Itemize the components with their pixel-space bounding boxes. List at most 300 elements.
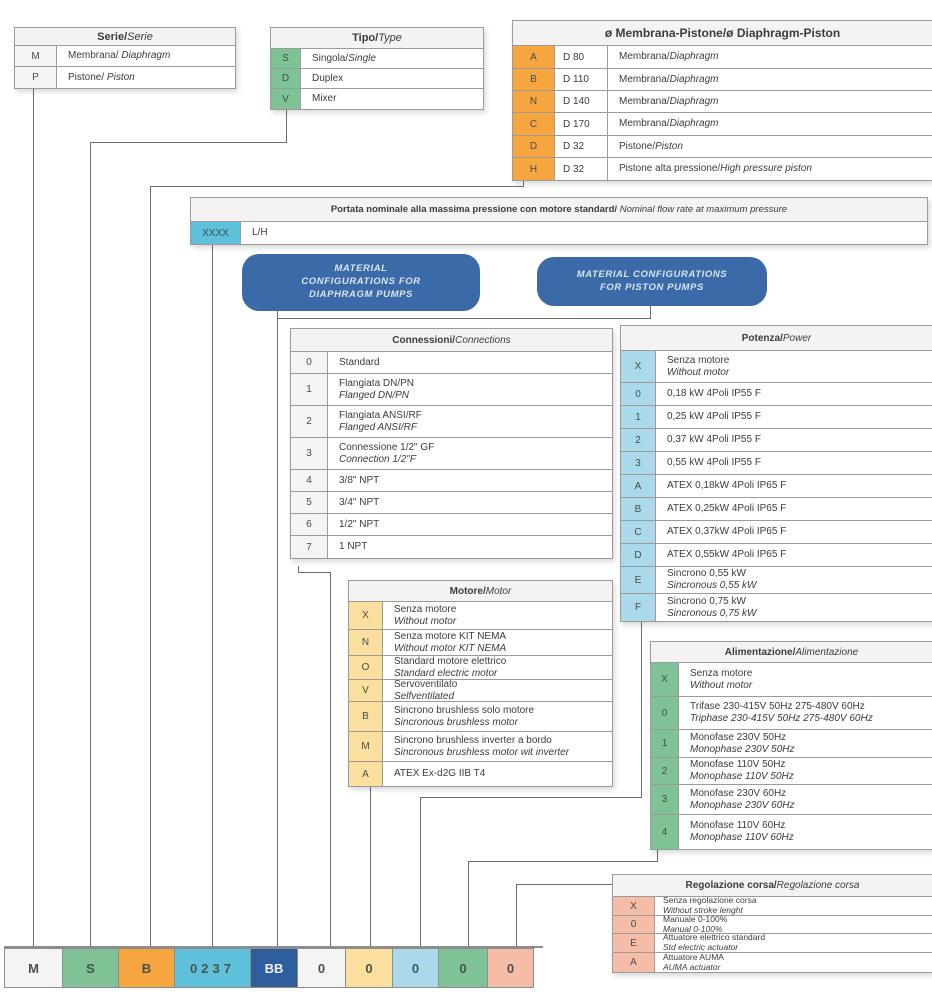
text-segment: Serie/ — [97, 30, 128, 43]
table-row — [191, 222, 927, 244]
key-cell: S — [271, 49, 301, 68]
text-segment: Trifase 230-415V 50Hz 275-480V 60Hz — [690, 701, 865, 713]
description-line — [667, 480, 932, 492]
table-row — [513, 69, 932, 91]
table-row — [291, 406, 612, 438]
table-row — [15, 67, 235, 88]
table-membrana — [512, 20, 932, 181]
description-line — [394, 768, 612, 780]
table-potenza — [620, 325, 932, 622]
table-row — [291, 352, 612, 374]
text-segment: Connessione 1/2" GF — [339, 441, 435, 453]
table-row — [271, 49, 483, 69]
description-line — [667, 434, 932, 446]
size-cell: D 32 — [555, 136, 608, 157]
description-line — [690, 713, 932, 725]
description-cell — [301, 49, 483, 68]
connector-line — [330, 572, 331, 948]
description-line — [690, 668, 932, 680]
key-cell: X — [651, 663, 679, 696]
text-segment: Regolazione corsa/ — [685, 880, 777, 891]
text-segment: Senza motore — [690, 667, 753, 679]
description-cell — [328, 406, 612, 437]
text-segment: Monophase 110V 60Hz — [690, 832, 794, 843]
description-line — [690, 744, 932, 756]
description-line — [394, 643, 612, 655]
description-line — [619, 163, 932, 175]
text-segment: 1/2" NPT — [339, 518, 380, 530]
description-line — [68, 72, 235, 84]
description-cell — [656, 351, 932, 382]
text-segment: 0,25 kW 4Poli IP55 F — [667, 411, 761, 423]
description-line — [690, 800, 932, 812]
description-line — [690, 680, 932, 692]
description-line — [339, 519, 612, 531]
code-segment: 0237 — [174, 948, 251, 988]
description-cell — [679, 730, 932, 757]
text-segment: Without stroke lenght — [663, 905, 743, 915]
description-cell — [656, 498, 932, 520]
text-segment: Flanged ANSI/RF — [339, 421, 417, 433]
material-config-box-line: CONFIGURATIONS FOR — [301, 276, 421, 288]
table-title — [15, 28, 235, 46]
text-segment: 0,37 kW 4Poli IP55 F — [667, 434, 761, 446]
description-cell — [608, 158, 932, 180]
description-line — [619, 96, 932, 108]
key-cell: M — [349, 732, 383, 761]
text-segment: Type — [378, 32, 402, 44]
table-row — [291, 374, 612, 406]
text-segment: Sincrono 0,75 kW — [667, 595, 746, 607]
table-row — [349, 702, 612, 732]
description-cell — [608, 69, 932, 90]
table-regolazione — [612, 874, 932, 973]
key-cell: 4 — [291, 470, 328, 491]
table-tipo — [270, 27, 484, 110]
text-segment: Pistone alta pressione/ — [619, 163, 721, 175]
code-segment: 0 — [297, 948, 346, 988]
table-row — [621, 406, 932, 429]
text-segment: Sincronous 0,75 kW — [667, 607, 757, 619]
text-segment: Serie — [127, 30, 153, 43]
description-cell — [383, 602, 612, 629]
connector-line — [277, 318, 278, 948]
description-line — [394, 616, 612, 628]
description-line — [667, 457, 932, 469]
material-config-box-line: MATERIAL — [334, 263, 388, 275]
size-cell: D 140 — [555, 91, 608, 112]
text-segment: 3/8" NPT — [339, 474, 380, 486]
text-segment: Membrana/ — [68, 50, 122, 62]
table-row — [651, 730, 932, 758]
text-segment: Motore/ — [449, 585, 486, 597]
description-cell — [383, 702, 612, 731]
table-motore — [348, 580, 613, 787]
text-segment: Without motor — [394, 615, 457, 627]
material-config-box-line: FOR PISTON PUMPS — [600, 281, 704, 293]
description-line — [394, 679, 612, 691]
table-row — [349, 656, 612, 680]
description-line — [667, 526, 932, 538]
description-cell — [328, 536, 612, 558]
description-line — [394, 747, 612, 759]
text-segment: Mixer — [312, 93, 337, 105]
description-cell — [679, 697, 932, 729]
table-row — [291, 438, 612, 470]
code-segment: 0 — [345, 948, 393, 988]
description-cell — [301, 89, 483, 109]
code-segment: 0 — [487, 948, 534, 988]
table-row — [291, 514, 612, 536]
text-segment: Single — [348, 52, 376, 64]
description-line — [339, 442, 612, 454]
description-line — [68, 50, 235, 62]
code-row — [4, 948, 534, 988]
key-cell: O — [349, 656, 383, 679]
key-cell: 3 — [621, 452, 656, 474]
key-cell: A — [621, 475, 656, 497]
text-segment: High pressure piston — [720, 163, 812, 175]
text-segment: 3/4" NPT — [339, 496, 380, 508]
table-row — [349, 732, 612, 762]
text-segment: Senza motore — [394, 603, 457, 615]
description-line — [339, 454, 612, 466]
description-cell — [383, 680, 612, 701]
description-cell — [656, 383, 932, 405]
table-row — [621, 594, 932, 621]
key-cell: 1 — [291, 374, 328, 405]
description-cell — [608, 91, 932, 112]
connector-line — [420, 797, 642, 798]
description-cell — [57, 67, 235, 88]
table-row — [613, 934, 932, 953]
description-line — [667, 580, 932, 592]
table-row — [651, 758, 932, 785]
material-config-box-line: MATERIAL CONFIGURATIONS — [576, 268, 728, 280]
text-segment: Sincrono brushless solo motore — [394, 704, 535, 716]
connector-line — [370, 784, 371, 948]
description-cell — [656, 521, 932, 543]
text-segment: AUMA actuator — [663, 961, 721, 972]
description-cell — [57, 46, 235, 66]
description-line — [667, 355, 932, 367]
text-segment: ATEX 0,55kW 4Poli IP65 F — [667, 549, 787, 561]
description-cell — [301, 69, 483, 88]
description-cell — [656, 452, 932, 474]
text-segment: Without motor — [667, 366, 730, 378]
table-row — [271, 89, 483, 109]
connector-line — [516, 884, 613, 885]
description-line — [619, 74, 932, 86]
description-cell — [655, 897, 932, 915]
description-line — [394, 691, 612, 703]
description-line — [394, 631, 612, 643]
connector-line — [150, 186, 151, 948]
table-row — [513, 46, 932, 69]
table-title — [621, 326, 932, 351]
description-cell — [383, 630, 612, 655]
code-segment: S — [62, 948, 119, 988]
table-row — [291, 470, 612, 492]
text-segment: Connections — [455, 334, 511, 346]
key-cell: 2 — [621, 429, 656, 451]
text-segment: 0,55 kW 4Poli IP55 F — [667, 457, 761, 469]
text-segment: Std electric actuator — [663, 942, 739, 952]
description-line — [690, 771, 932, 783]
table-row — [513, 113, 932, 136]
text-segment: Monofase 110V 50Hz — [690, 759, 786, 771]
size-cell: D 110 — [555, 69, 608, 90]
table-title — [271, 28, 483, 49]
text-segment: Membrana/ — [619, 73, 670, 85]
text-segment: Pistone/ — [68, 71, 107, 83]
text-segment: Membrana/ — [619, 118, 670, 130]
table-serie — [14, 27, 236, 89]
table-row — [349, 630, 612, 656]
description-line — [394, 717, 612, 729]
key-cell: 0 — [291, 352, 328, 373]
text-segment: ATEX 0,18kW 4Poli IP65 F — [667, 480, 787, 492]
key-cell: P — [15, 67, 57, 88]
size-cell: D 80 — [555, 46, 608, 68]
description-cell — [328, 438, 612, 469]
description-line — [667, 568, 932, 580]
table-row — [621, 429, 932, 452]
table-row — [513, 136, 932, 158]
description-cell — [328, 470, 612, 491]
connector-line — [298, 572, 331, 573]
size-cell: D 170 — [555, 113, 608, 135]
table-row — [621, 475, 932, 498]
description-cell — [656, 567, 932, 593]
text-segment: ø Diaphragm-Piston — [726, 26, 841, 40]
text-segment: Sincronous brushless motor — [394, 716, 518, 728]
table-row — [651, 663, 932, 697]
key-cell: 2 — [291, 406, 328, 437]
connector-line — [212, 242, 213, 948]
description-line — [339, 422, 612, 434]
material-config-box — [537, 257, 767, 306]
table-row — [621, 544, 932, 567]
text-segment: Membrana/ — [619, 51, 670, 63]
table-row — [621, 521, 932, 544]
table-row — [349, 762, 612, 786]
description-line — [690, 701, 932, 713]
table-row — [513, 91, 932, 113]
description-line — [339, 390, 612, 402]
description-line — [339, 541, 612, 553]
text-segment: Piston — [106, 71, 135, 83]
description-cell — [656, 544, 932, 566]
text-segment: Potenza/ — [741, 332, 783, 344]
text-segment: Manuale 0-100% — [663, 913, 728, 924]
connector-line — [90, 142, 287, 143]
text-segment: Alimentazione — [795, 646, 859, 658]
text-segment: Triphase 230-415V 50Hz 275-480V 60Hz — [690, 713, 873, 724]
text-segment: Diaphragm — [669, 51, 719, 63]
description-line — [667, 388, 932, 400]
key-cell: V — [349, 680, 383, 701]
description-cell — [328, 492, 612, 513]
key-cell: 3 — [291, 438, 328, 469]
key-cell: H — [513, 158, 555, 180]
description-line — [394, 735, 612, 747]
text-segment: Without motor KIT NEMA — [394, 642, 507, 654]
key-cell: N — [513, 91, 555, 112]
description-line — [690, 820, 932, 832]
key-cell: 5 — [291, 492, 328, 513]
text-segment: Diaphragm — [669, 118, 719, 130]
code-segment: B — [118, 948, 175, 988]
text-segment: Standard motore elettrico — [394, 655, 507, 667]
text-segment: Flangiata DN/PN — [339, 377, 415, 389]
description-cell — [655, 953, 932, 972]
description-cell — [656, 475, 932, 497]
text-segment: Pistone/ — [619, 140, 656, 152]
table-alimentazione — [650, 641, 932, 850]
text-segment: Diaphragm — [669, 73, 719, 85]
code-segment: 0 — [392, 948, 439, 988]
table-row — [349, 602, 612, 630]
description-cell — [383, 762, 612, 786]
description-line — [339, 475, 612, 487]
text-segment: Without motor — [690, 679, 753, 691]
description-cell — [608, 113, 932, 135]
description-line — [619, 141, 932, 153]
text-segment: ATEX 0,37kW 4Poli IP65 F — [667, 526, 787, 538]
text-segment: 0,18 kW 4Poli IP55 F — [667, 388, 761, 400]
description-line — [667, 367, 932, 379]
text-segment: Sincronous 0,55 kW — [667, 580, 757, 591]
description-cell — [608, 46, 932, 68]
table-row — [271, 69, 483, 89]
description-line — [312, 73, 483, 85]
key-cell: A — [349, 762, 383, 786]
text-segment: Motor — [485, 585, 512, 597]
key-cell: 6 — [291, 514, 328, 535]
key-cell: B — [513, 69, 555, 90]
table-title — [291, 329, 612, 352]
text-segment: Servoventilato — [394, 678, 458, 690]
key-cell: 1 — [621, 406, 656, 428]
key-cell: XXXX — [191, 222, 241, 244]
code-segment: BB — [250, 948, 298, 988]
description-line — [667, 503, 932, 515]
text-segment: ATEX Ex-d2G IIB T4 — [394, 768, 486, 780]
key-cell: B — [349, 702, 383, 731]
text-segment: Sincrono brushless inverter a bordo — [394, 734, 552, 746]
table-row — [15, 46, 235, 67]
text-segment: Attuatore elettrico standard — [663, 932, 766, 943]
table-title — [349, 581, 612, 602]
connector-line — [468, 861, 658, 862]
key-cell: E — [621, 567, 656, 593]
key-cell: C — [621, 521, 656, 543]
table-connessioni — [290, 328, 613, 559]
table-title — [651, 642, 932, 663]
table-row — [513, 158, 932, 180]
key-cell: D — [271, 69, 301, 88]
text-segment: Diaphragm — [121, 50, 171, 62]
key-cell: E — [613, 934, 655, 952]
table-title — [191, 198, 927, 222]
text-segment: Standard — [339, 356, 380, 368]
text-segment: Sincrono 0,55 kW — [667, 568, 746, 580]
key-cell: N — [349, 630, 383, 655]
description-line — [394, 705, 612, 717]
size-cell: D 32 — [555, 158, 608, 180]
text-segment: Monophase 230V 60Hz — [690, 799, 795, 811]
description-line — [339, 410, 612, 422]
key-cell: 0 — [613, 916, 655, 933]
connector-line — [33, 86, 34, 948]
key-cell: V — [271, 89, 301, 109]
description-line — [339, 357, 612, 369]
key-cell: A — [513, 46, 555, 68]
text-segment: Alimentazione/ — [724, 646, 796, 658]
table-row — [621, 452, 932, 475]
key-cell: 0 — [651, 697, 679, 729]
text-segment: ATEX 0,25kW 4Poli IP65 F — [667, 503, 787, 515]
description-line — [667, 608, 932, 620]
description-line — [394, 656, 612, 668]
text-segment: Monofase 230V 60Hz — [690, 787, 787, 799]
key-cell: D — [513, 136, 555, 157]
description-cell — [383, 656, 612, 679]
text-segment: ø Membrana-Pistone/ — [604, 26, 727, 40]
description-cell — [679, 785, 932, 814]
table-row — [651, 815, 932, 849]
text-segment: Connessioni/ — [392, 334, 456, 346]
description-cell — [655, 913, 932, 934]
text-segment: Selfventilated — [394, 690, 455, 702]
table-row — [651, 697, 932, 730]
table-row — [613, 913, 932, 934]
description-cell — [328, 352, 612, 373]
connector-line — [90, 142, 91, 948]
description-cell — [656, 594, 932, 621]
text-segment: Tipo/ — [352, 32, 379, 44]
text-segment: Diaphragm — [669, 95, 719, 107]
table-portata — [190, 197, 928, 245]
key-cell: A — [613, 953, 655, 972]
key-cell: C — [513, 113, 555, 135]
description-line — [339, 378, 612, 390]
text-segment: Portata nominale alla massima pressione con motore standard/ — [330, 204, 620, 215]
description-cell — [656, 429, 932, 451]
description-line — [312, 53, 483, 65]
table-title — [613, 875, 932, 897]
connector-line — [150, 186, 524, 187]
text-segment: 1 NPT — [339, 541, 368, 553]
material-config-box-line: DIAPHRAGM PUMPS — [308, 288, 413, 300]
description-cell — [328, 514, 612, 535]
code-segment: M — [4, 948, 63, 988]
table-row — [621, 351, 932, 383]
description-cell — [679, 815, 932, 849]
description-cell — [241, 222, 927, 244]
material-config-box — [242, 254, 480, 311]
text-segment: Senza motore KIT NEMA — [394, 630, 507, 642]
table-row — [621, 498, 932, 521]
text-segment: Monophase 110V 50Hz — [690, 771, 794, 782]
text-segment: Senza motore — [667, 354, 730, 366]
description-cell — [679, 758, 932, 784]
key-cell: 7 — [291, 536, 328, 558]
text-segment: Sincronous brushless motor wit inverter — [394, 746, 570, 758]
description-cell — [656, 406, 932, 428]
key-cell: 0 — [621, 383, 656, 405]
